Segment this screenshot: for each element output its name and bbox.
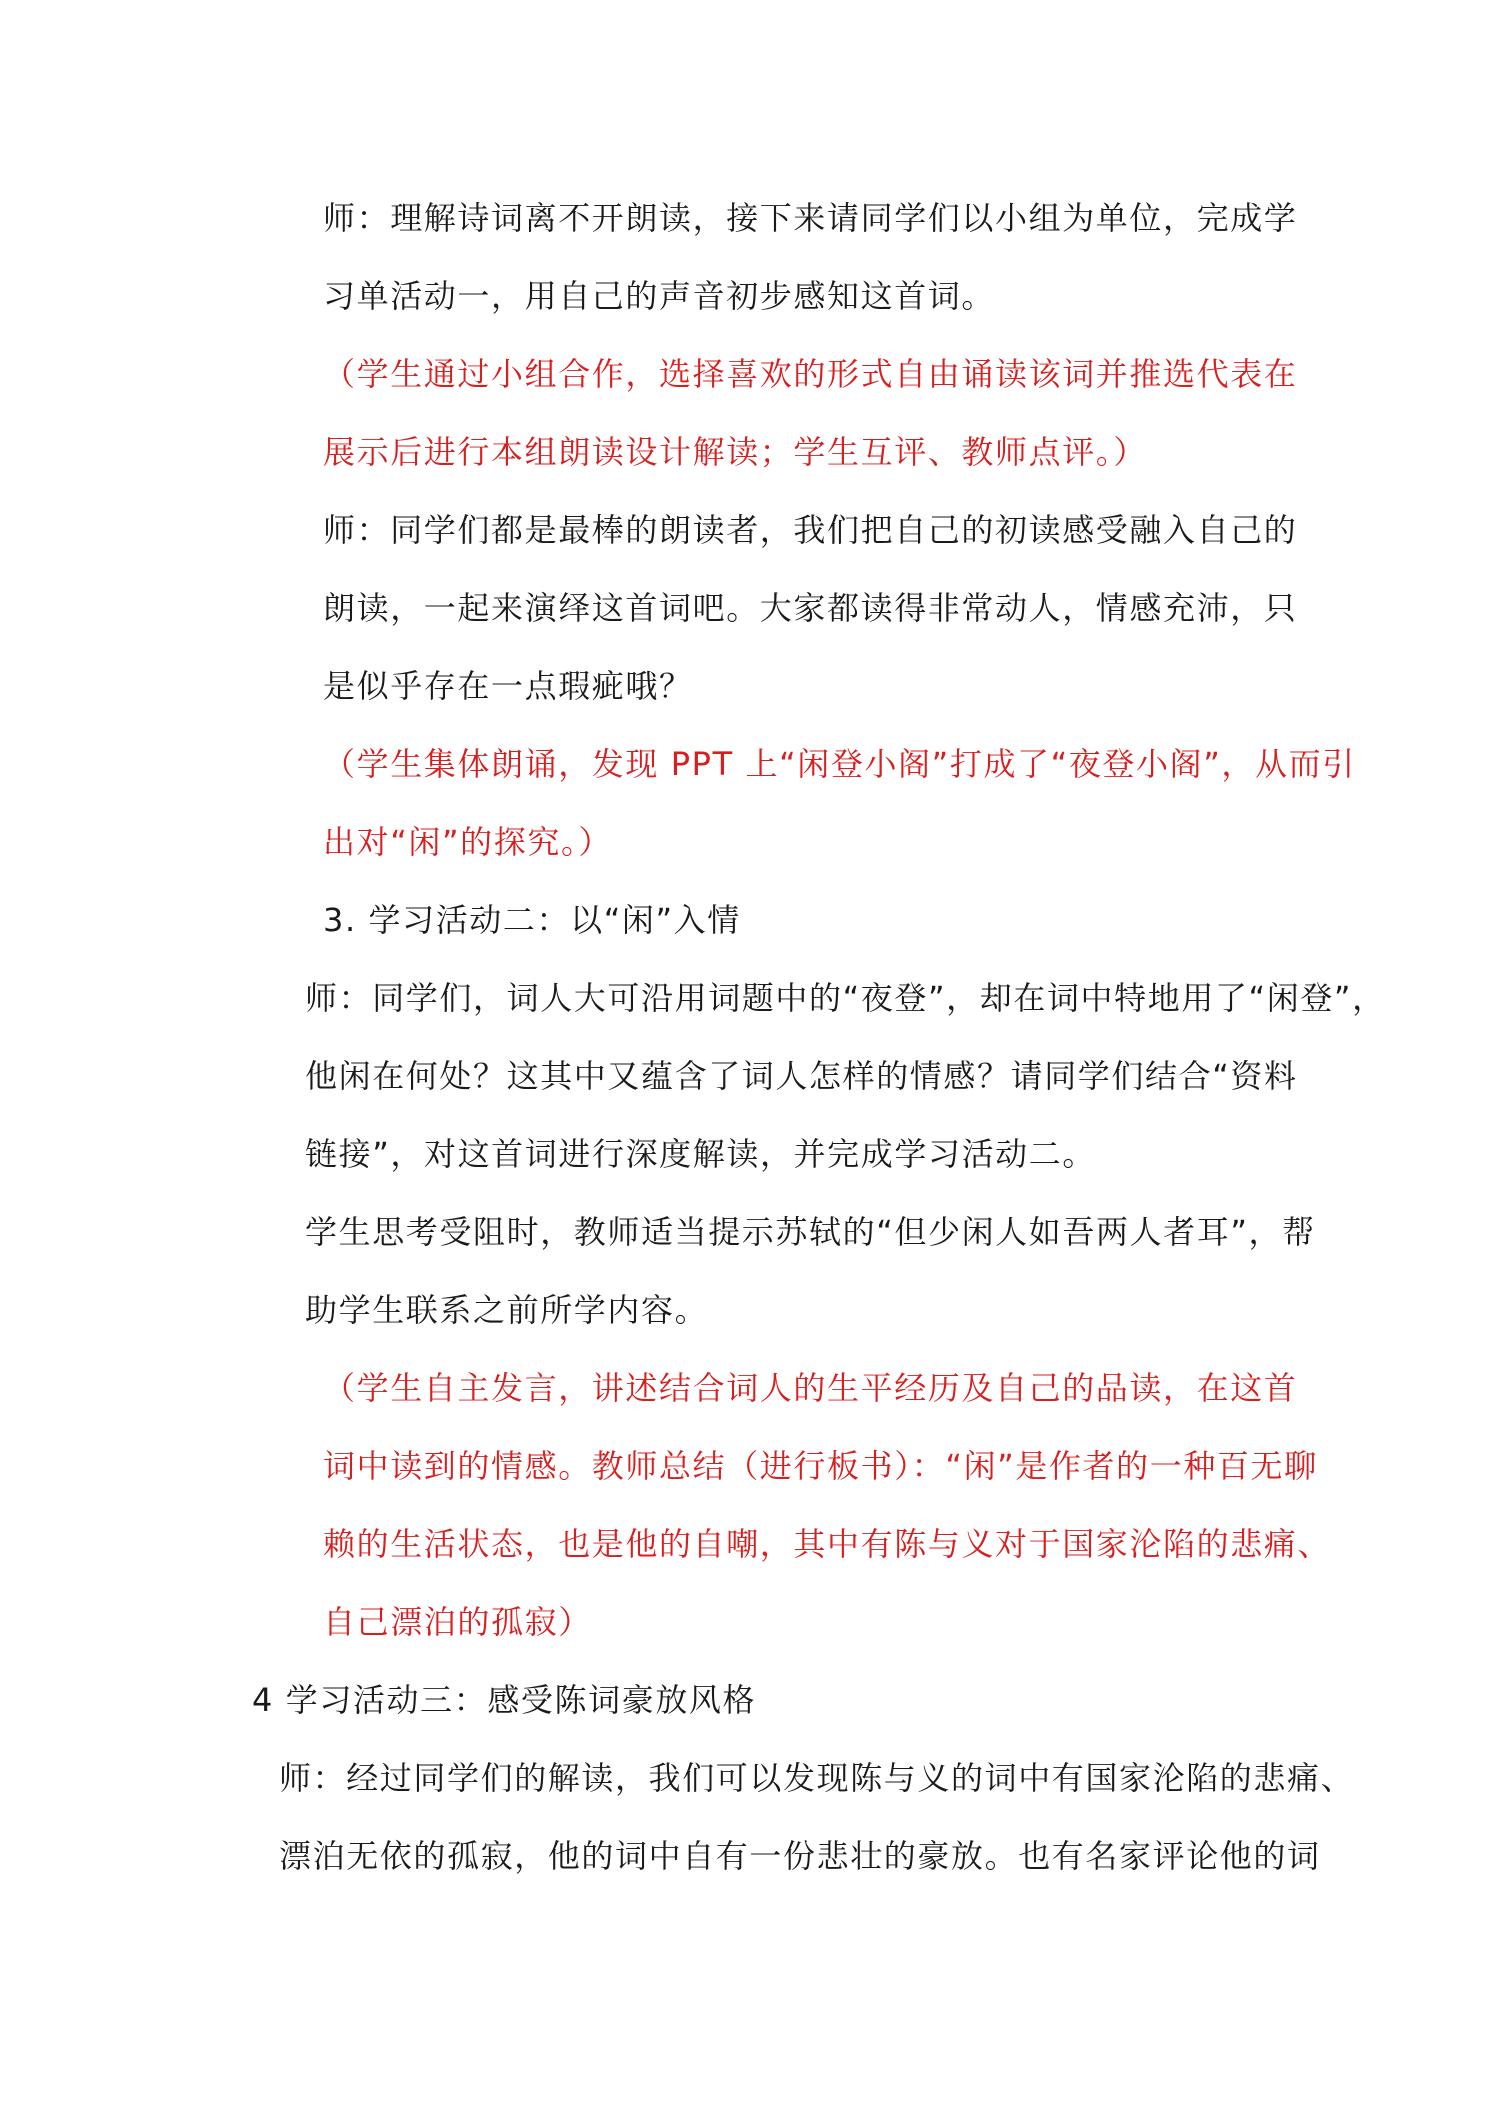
section-heading: 4 学习活动三：感受陈词豪放风格 bbox=[252, 1681, 757, 1719]
text-line: 学生思考受阻时，教师适当提示苏轼的“但少闲人如吾两人者耳”，帮 bbox=[305, 1213, 1316, 1251]
text-line: 朗读，一起来演绎这首词吧。大家都读得非常动人，情感充沛，只 bbox=[323, 589, 1298, 627]
text-line: 师：同学们，词人大可沿用词题中的“夜登”，却在词中特地用了“闲登”， bbox=[305, 979, 1386, 1017]
student-activity-note: 出对“闲”的探究。） bbox=[323, 823, 613, 861]
text-line: 师：理解诗词离不开朗读，接下来请同学们以小组为单位，完成学 bbox=[323, 199, 1298, 237]
text-line: 链接”，对这首词进行深度解读，并完成学习活动二。 bbox=[305, 1135, 1096, 1173]
text-line: 漂泊无依的孤寂，他的词中自有一份悲壮的豪放。也有名家评论他的词 bbox=[279, 1837, 1321, 1875]
student-activity-note: 展示后进行本组朗读设计解读；学生互评、教师点评。） bbox=[323, 433, 1148, 471]
student-activity-note: 词中读到的情感。教师总结（进行板书）：“闲”是作者的一种百无聊 bbox=[323, 1447, 1318, 1485]
text-line: 习单活动一，用自己的声音初步感知这首词。 bbox=[323, 277, 996, 315]
text-line: 助学生联系之前所学内容。 bbox=[305, 1291, 709, 1329]
section-heading: 3. 学习活动二：以“闲”入情 bbox=[323, 901, 741, 939]
student-activity-note: 赖的生活状态，也是他的自嘲，其中有陈与义对于国家沦陷的悲痛、 bbox=[323, 1525, 1332, 1563]
student-activity-note: （学生集体朗诵，发现 PPT 上“闲登小阁”打成了“夜登小阁”，从而引 bbox=[323, 745, 1356, 783]
text-line: 师：同学们都是最棒的朗读者，我们把自己的初读感受融入自己的 bbox=[323, 511, 1298, 549]
text-line: 他闲在何处？这其中又蕴含了词人怎样的情感？请同学们结合“资料 bbox=[305, 1057, 1298, 1095]
text-line: 师：经过同学们的解读，我们可以发现陈与义的词中有国家沦陷的悲痛、 bbox=[279, 1759, 1355, 1797]
student-activity-note: （学生通过小组合作，选择喜欢的形式自由诵读该词并推选代表在 bbox=[323, 355, 1298, 393]
text-line: 是似乎存在一点瑕疵哦？ bbox=[323, 667, 693, 705]
student-activity-note: 自己漂泊的孤寂） bbox=[323, 1603, 592, 1641]
student-activity-note: （学生自主发言，讲述结合词人的生平经历及自己的品读，在这首 bbox=[323, 1369, 1298, 1407]
